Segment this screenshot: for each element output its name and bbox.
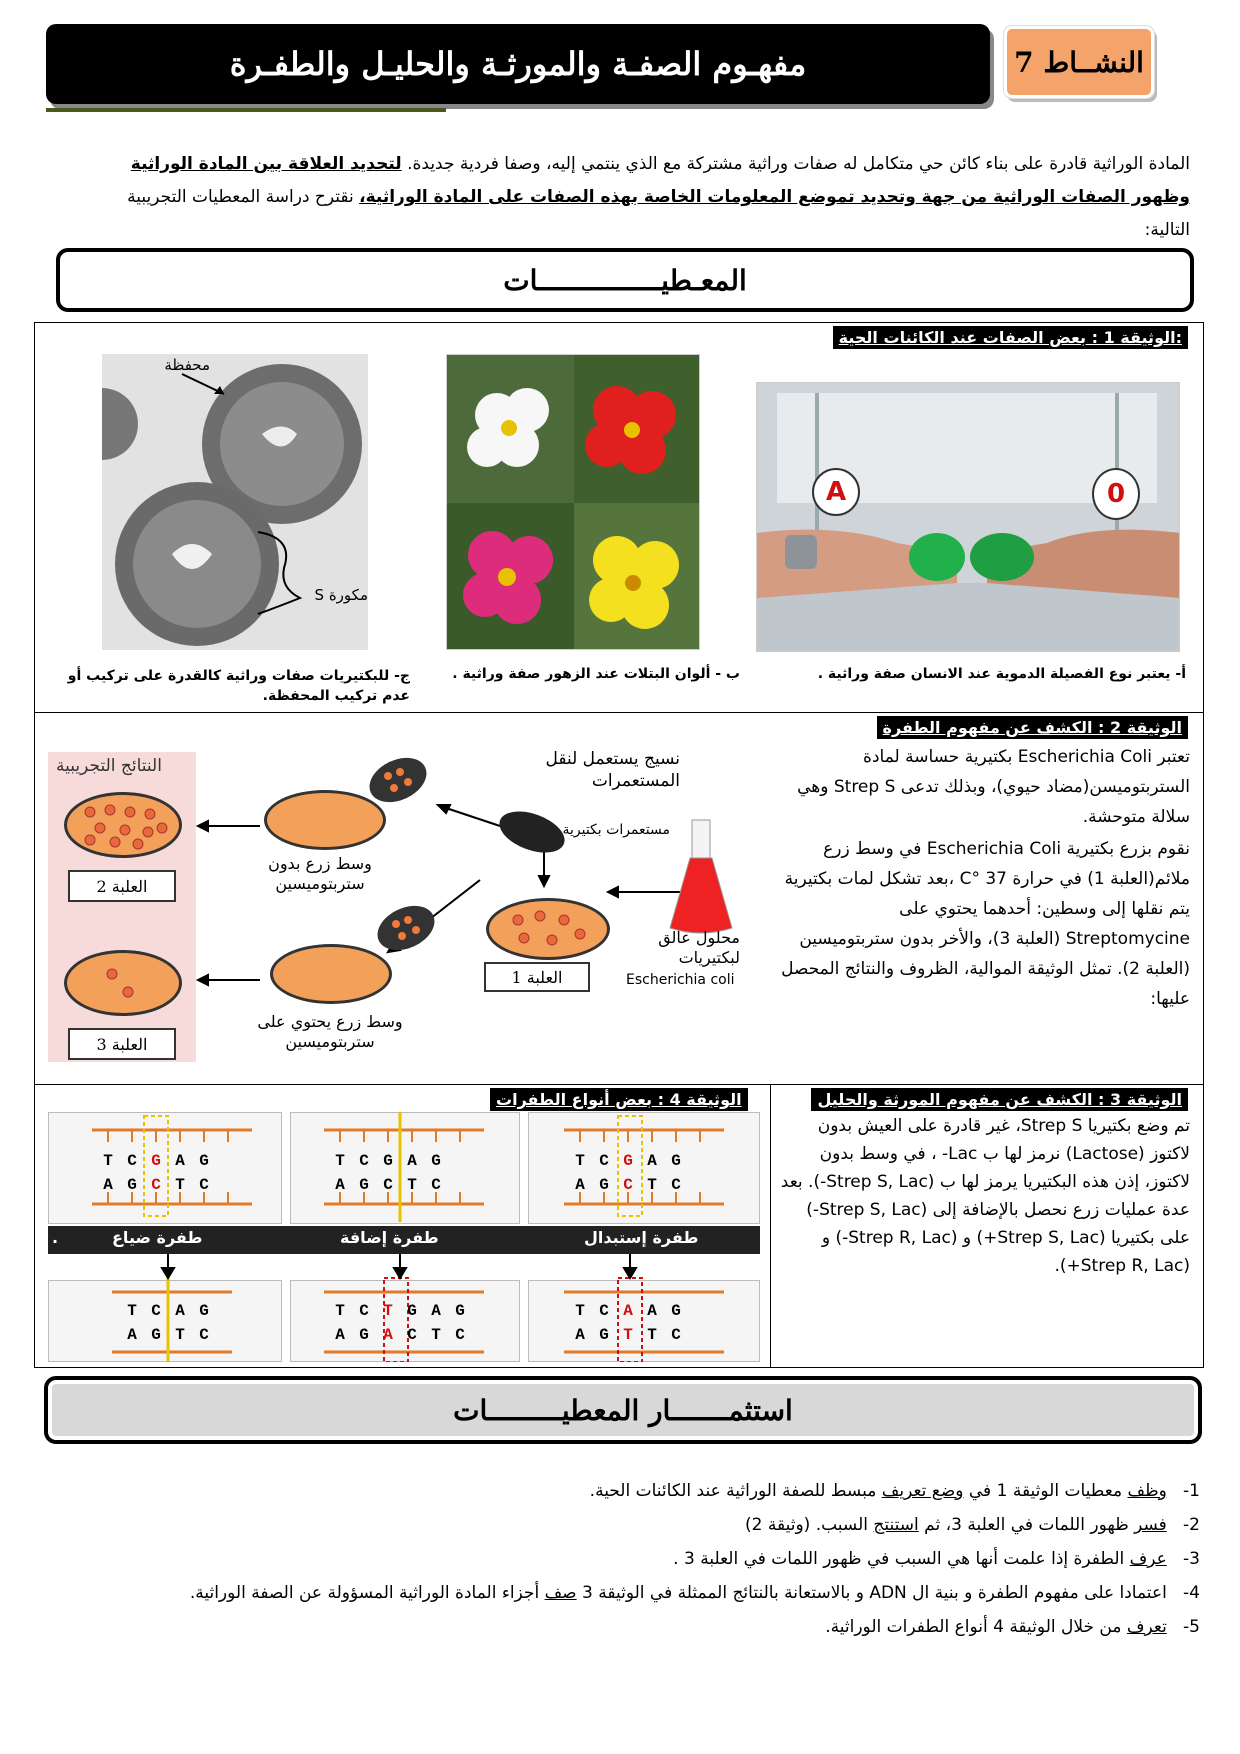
question-2: 2- فسر ظهور اللمات في العلبة 3، ثم استنتج السبب. (وثيقة 2)	[745, 1515, 1200, 1535]
title-underline	[46, 108, 446, 112]
coccus-brace-icon	[254, 528, 304, 618]
dna-orig-addition-bottom: A G C T C	[335, 1176, 441, 1194]
divider-doc3-doc4	[770, 1084, 771, 1368]
page-title-text: مفهـوم الصفـة والمورثـة والحليـل والطفـرة	[229, 45, 807, 83]
mutation-bar-dot: .	[52, 1228, 59, 1247]
results-label: النتائج التجريبية	[56, 756, 162, 776]
bacteria-illustration	[102, 354, 368, 650]
exploit-section-header	[44, 1376, 1202, 1444]
doc2-title: الوثيقة 2 : الكشف عن مفهوم الطفرة	[877, 716, 1188, 739]
doc1-caption-c: ج- للبكتيريات صفات وراثية كالقدرة على تركيب أو عدم تركيب المحفظة.	[67, 668, 410, 704]
divider-doc2-doc3	[34, 1084, 1204, 1085]
doc2-paragraph1: تعتبر Escherichia Coli بكتيرية حساسة لمادة الستربتوميسن(مضاد حيوي)، وبذلك تدعى Strep S وهي سلالة متوحشة.	[797, 747, 1190, 827]
flowers-illustration	[447, 355, 700, 650]
dna-addition-bottom: A G A C T C	[335, 1326, 465, 1344]
suspension-label: محلول عالق لبكتيريات	[658, 928, 740, 967]
transfer-pad-bottom-icon	[372, 900, 442, 960]
plate3-colonies	[70, 956, 180, 1012]
plate3-label: العلبة 3	[68, 1028, 176, 1060]
colonies-label: مستعمرات بكتيرية	[562, 822, 670, 838]
exploit-section-title: استثمـــــــار المعطيـــــــــات	[453, 1393, 793, 1427]
dna-orig-substitution-bottom: A G C T C	[575, 1176, 681, 1194]
bacteria-micrograph	[102, 354, 368, 650]
intro-paragraph	[90, 148, 1190, 247]
data-section-header	[56, 248, 1194, 312]
dna-substitution-bottom: A G T T C	[575, 1326, 681, 1344]
question-5: 5- تعرف من خلال الوثيقة 4 أنواع الطفرات الوراثية.	[825, 1617, 1200, 1637]
dna-deletion-bottom: A G T C	[127, 1326, 209, 1344]
question-1: 1- وظف معطيات الوثيقة 1 في وضع تعريف مبسط للصفة الوراثية عند الكائنات الحية.	[589, 1481, 1200, 1501]
flowers-photo	[446, 354, 700, 650]
doc1-caption-b: ب - ألوان البتلات عند الزهور صفة وراثية .	[452, 666, 740, 682]
dna-substitution-top: T C A A G	[575, 1302, 681, 1320]
intro-bold: لتحديد العلاقة بين المادة الوراثية وظهور الصفات الوراثية من جهة وتحديد تموضع المعلومات الخاصة بهذه الصفات على المادة الوراثية،	[130, 154, 1190, 207]
transfer-pad-top-icon	[364, 752, 434, 812]
medium-with-label: وسط زرع يحتوي على ستربتوميسين	[257, 1012, 403, 1051]
plate1-label: العلبة 1	[484, 962, 590, 992]
dna-deletion-top: T C A G	[127, 1302, 209, 1320]
coccus-label: مكورة S	[314, 586, 368, 604]
dna-addition-top: T C T G A G	[335, 1302, 465, 1320]
plate2-colonies	[70, 798, 180, 854]
activity-number	[1004, 26, 1154, 98]
doc2-paragraph2: نقوم بزرع بكتيرية Escherichia Coli في وسط زرع ملائم(العلبة 1) في حرارة 37 °C ،بعد تشكل لمات بكتيرية يتم نقلها إلى وسطين: أحدهما يحتوي على Streptomycine (العلبة 3)، والأخر بدون ستربتوميسين (العلبة 2). تمثل الوثيقة الموالية، الظروف والنتائج المحصل عليها:	[781, 839, 1190, 1009]
dna-orig-deletion-bottom: A G C T C	[103, 1176, 209, 1194]
doc3-paragraph: تم وضع بكتيريا Strep S، غير قادرة على العيش بدون لاكتوز (Lactose) نرمز لها ب Lac- ، في وسط بدون لاكتوز، إذن هذه البكتيريا يرمز لها ب (Strep S, Lac-). بعد عدة عمليات زرع نحصل بالإضافة إلى (Strep S, Lac-) على بكتيريا (Strep S, Lac+) و (Strep R, Lac-) و (Strep R, Lac+).	[780, 1116, 1190, 1276]
medium-without-label: وسط زرع بدون ستربتوميسين	[268, 854, 372, 893]
page-title	[46, 24, 990, 104]
doc1-caption-a: أ- يعتبر نوع الفصيلة الدموية عند الانسان صفة وراثية .	[817, 666, 1186, 682]
dna-orig-addition-top: T C G A G	[335, 1152, 441, 1170]
intro-end: نقترح دراسة المعطيات التجريبية التالية:	[127, 187, 1190, 240]
species-label: Escherichia coli	[626, 972, 735, 988]
capsule-arrow-icon	[180, 370, 230, 400]
plate1-colonies	[494, 904, 604, 956]
transfer-label: نسيج يستعمل لنقل المستعمرات	[545, 749, 680, 791]
dna-orig-deletion-top: T C G A G	[103, 1152, 209, 1170]
blood-type-o-label: 0	[1092, 468, 1140, 520]
dna-orig-substitution-top: T C G A G	[575, 1152, 681, 1170]
flask-icon	[666, 818, 736, 938]
capsule-label: محفظة	[164, 356, 210, 374]
mutation-substitution-label: طفرة إستبدال	[584, 1228, 699, 1247]
doc4-title: الوثيقة 4 : بعض أنواع الطفرات	[490, 1088, 748, 1111]
mutation-deletion-label: طفرة ضياع	[112, 1228, 203, 1247]
divider-doc1-doc2	[34, 712, 1204, 713]
mutation-addition-label: طفرة إضافة	[340, 1228, 439, 1247]
question-4: 4- اعتمادا على مفهوم الطفرة و بنية ال ADN و بالاستعانة بالنتائج الممثلة في الوثيقة 3 صف أجزاء المادة الوراثية المسؤولة عن الصفة الوراثية.	[189, 1583, 1200, 1603]
data-section-title: المعـطيـــــــــــــــات	[503, 263, 747, 297]
question-3: 3- عرف الطفرة إذا علمت أنها هي السبب في ظهور اللمات في العلبة 3 .	[673, 1549, 1200, 1569]
doc1-title: الوثيقة 1 : بعض الصفات عند الكائنات الحية:	[833, 326, 1188, 349]
plate2-label: العلبة 2	[68, 870, 176, 902]
blood-type-a-label: A	[812, 468, 860, 516]
doc3-title: الوثيقة 3 : الكشف عن مفهوم المورثة والحليل	[811, 1088, 1188, 1111]
activity-label: النشــاط 7	[1014, 45, 1144, 79]
intro-text: المادة الوراثية قادرة على بناء كائن حي متكامل له صفات وراثية مشتركة مع الذي ينتمي إليه، وصفا فردية جديدة.	[407, 154, 1190, 174]
